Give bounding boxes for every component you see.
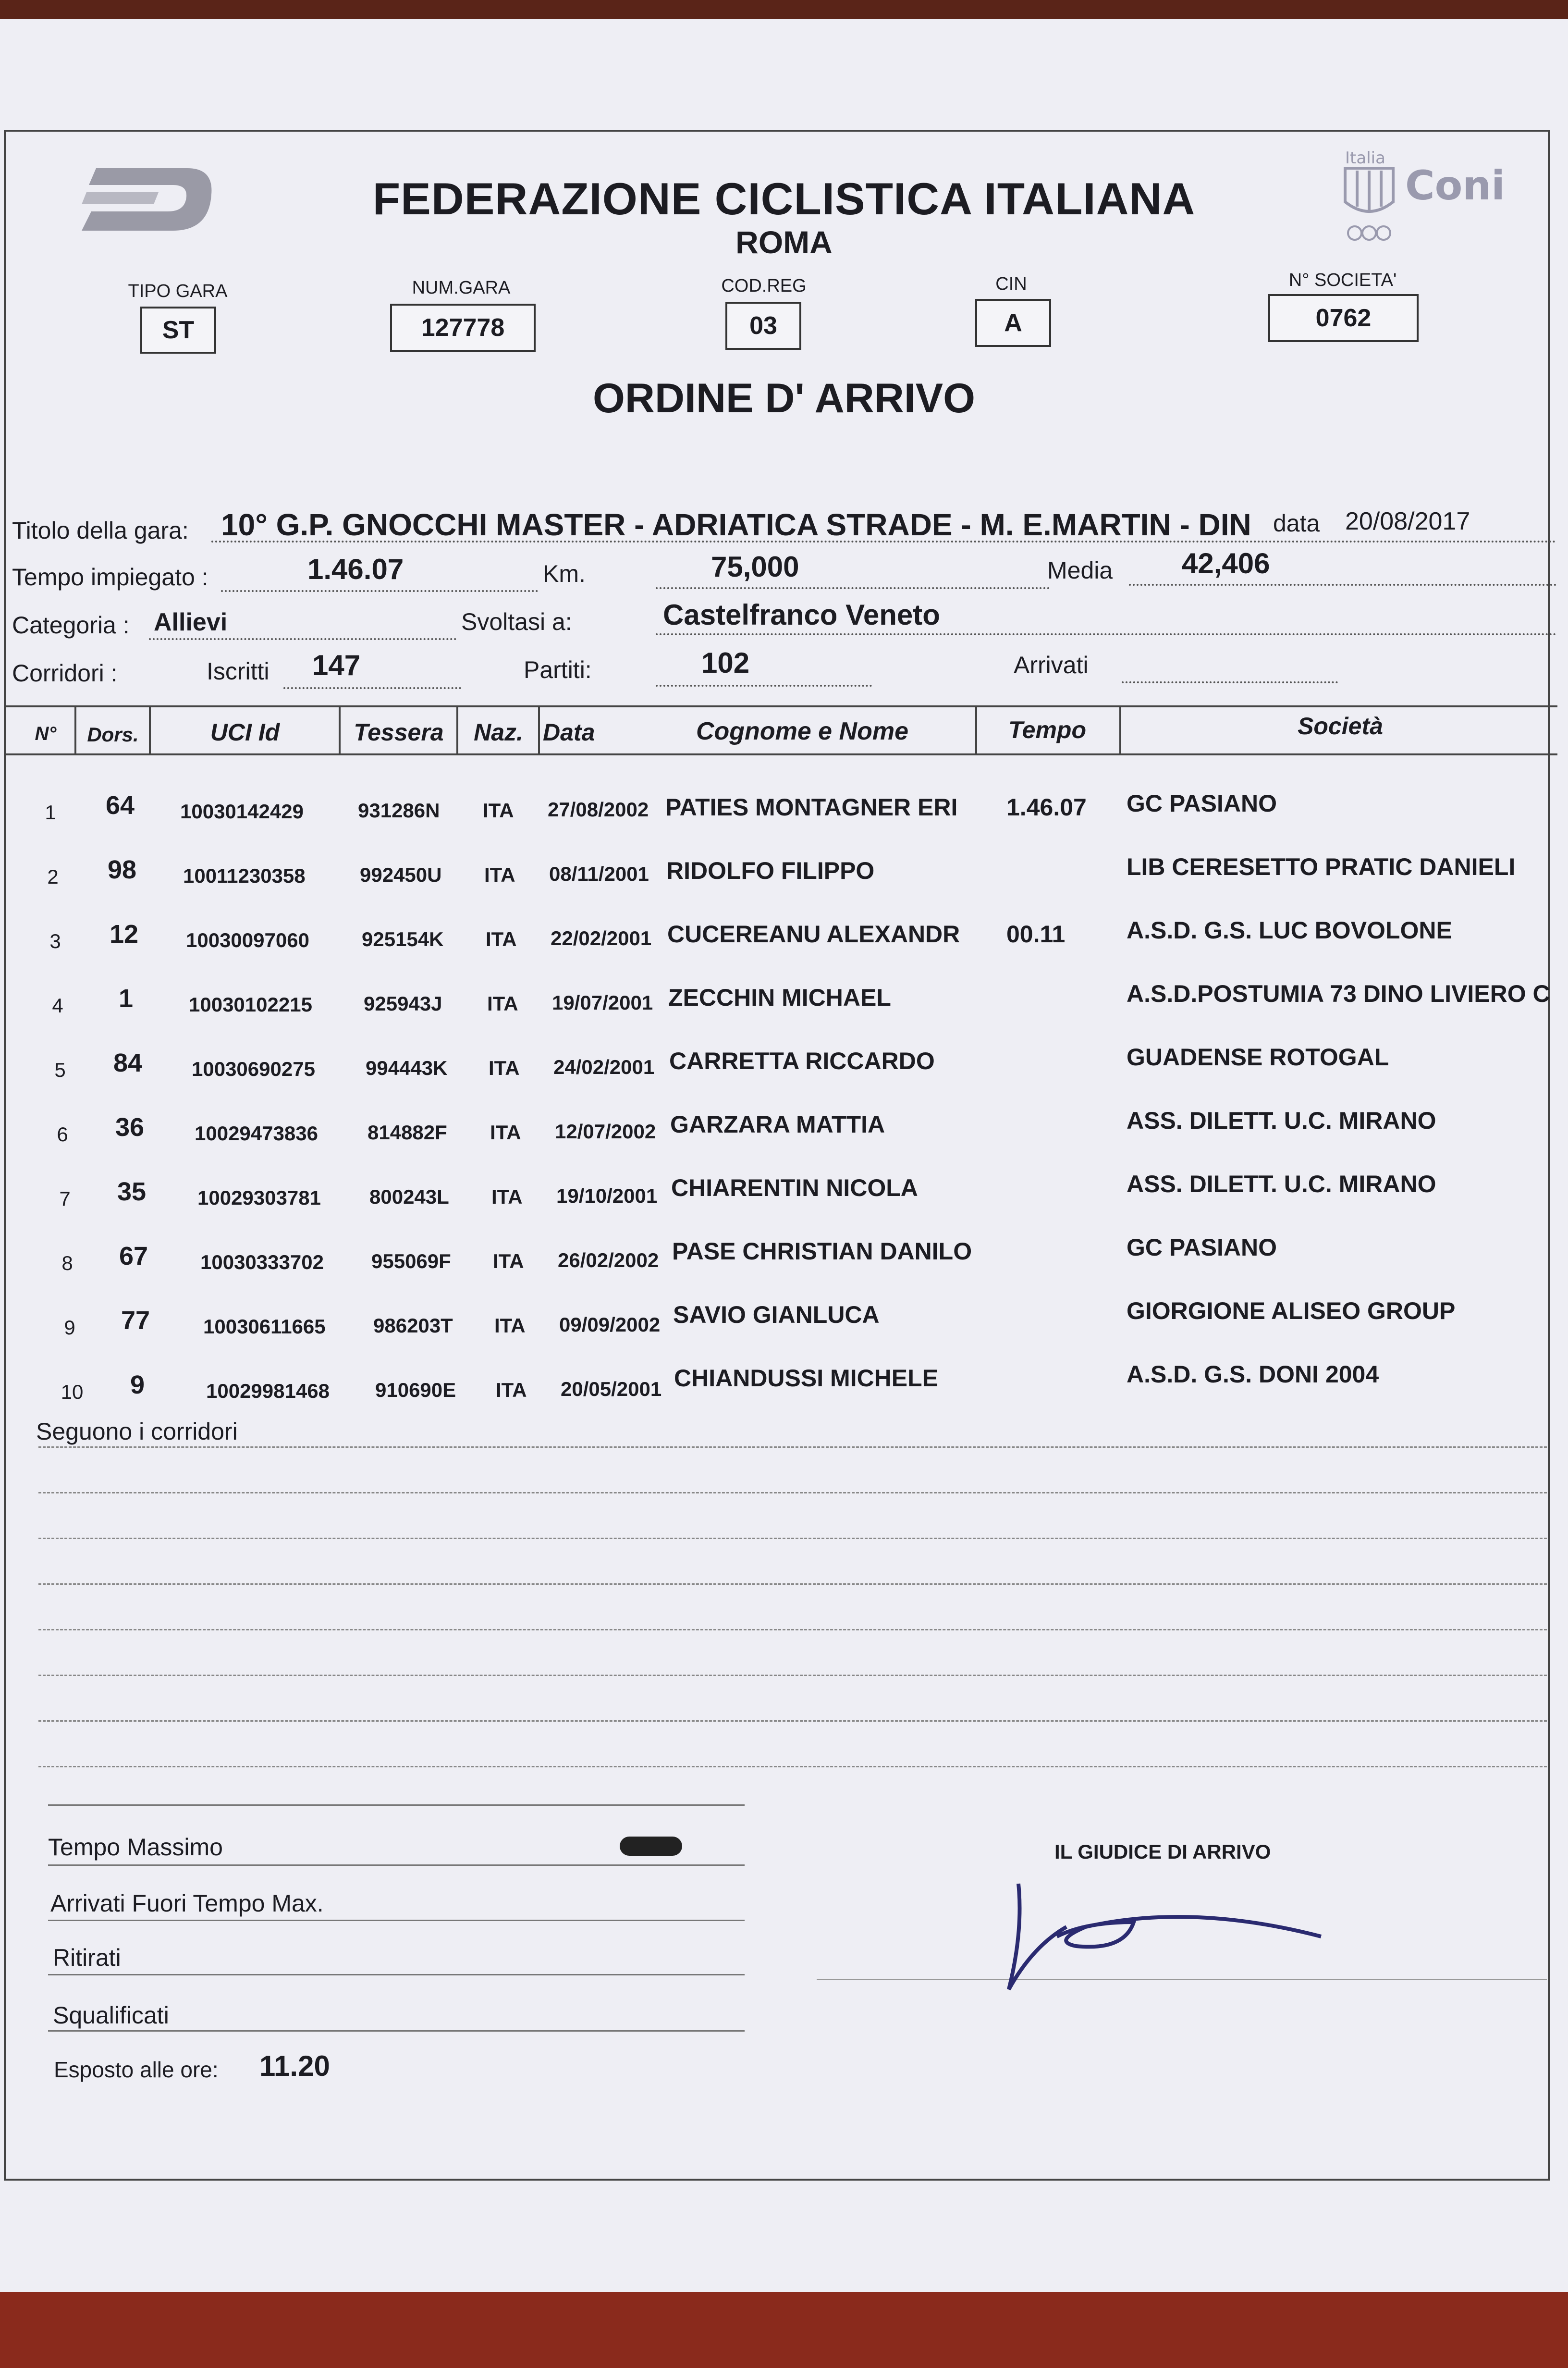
th-tempo: Tempo xyxy=(1008,716,1087,743)
esposto-value: 11.20 xyxy=(259,2050,330,2082)
partiti-dotline xyxy=(656,685,872,687)
row-societa: GUADENSE ROTOGAL xyxy=(1127,1044,1389,1071)
redaction-mark xyxy=(620,1837,682,1856)
row-cognome-nome: SAVIO GIANLUCA xyxy=(673,1301,880,1328)
media-value: 42,406 xyxy=(1182,547,1270,580)
partiti-label: Partiti: xyxy=(524,656,592,683)
row-cognome-nome: CHIANDUSSI MICHELE xyxy=(674,1365,939,1392)
categoria-value: Allievi xyxy=(154,608,228,636)
row-dorsale: 12 xyxy=(109,920,139,949)
row-data-nascita: 19/07/2001 xyxy=(552,991,653,1014)
row-uci-id: 10030333702 xyxy=(200,1251,324,1273)
row-data-nascita: 09/09/2002 xyxy=(559,1313,661,1336)
row-dorsale: 1 xyxy=(118,984,134,1013)
row-cognome-nome: PATIES MONTAGNER ERI xyxy=(665,794,958,821)
row-uci-id: 10030097060 xyxy=(186,929,309,951)
svoltasi-dotline xyxy=(656,633,1556,635)
row-dorsale: 77 xyxy=(121,1306,150,1335)
row-uci-id: 10029303781 xyxy=(197,1186,321,1209)
row-cognome-nome: ZECCHIN MICHAEL xyxy=(668,984,891,1011)
seguono-line xyxy=(38,1446,1547,1448)
categoria-label: Categoria : xyxy=(12,612,130,639)
row-societa: A.S.D. G.S. LUC BOVOLONE xyxy=(1127,917,1452,944)
tempo-massimo-label: Tempo Massimo xyxy=(48,1834,223,1861)
row-dorsale: 84 xyxy=(113,1048,143,1077)
row-dorsale: 36 xyxy=(115,1113,145,1142)
table-top-line xyxy=(6,705,1557,707)
row-dorsale: 67 xyxy=(119,1242,148,1270)
tipo-gara-box: ST xyxy=(140,307,216,354)
document-title: ORDINE D' ARRIVO xyxy=(592,375,976,421)
n-societa-label: N° SOCIETA' xyxy=(1288,270,1397,290)
squalificati-label: Squalificati xyxy=(53,2002,169,2029)
iscritti-label: Iscritti xyxy=(207,658,270,685)
tempo-dotline xyxy=(221,590,538,592)
th-data: Data xyxy=(543,719,595,746)
num-gara-label: NUM.GARA xyxy=(412,278,511,298)
seguono-line xyxy=(38,1492,1547,1493)
row-number: 10 xyxy=(61,1381,84,1403)
km-label: Km. xyxy=(543,560,586,587)
cod-reg-box: 03 xyxy=(725,302,801,350)
row-uci-id: 10030690275 xyxy=(192,1058,315,1080)
row-nazione: ITA xyxy=(494,1314,526,1337)
footer-line xyxy=(48,1864,745,1866)
row-uci-id: 10030102215 xyxy=(189,993,312,1016)
federation-city: ROMA xyxy=(735,224,833,260)
row-societa: GC PASIANO xyxy=(1127,790,1277,817)
row-data-nascita: 27/08/2002 xyxy=(548,798,649,821)
corridori-label: Corridori : xyxy=(12,660,118,687)
row-data-nascita: 26/02/2002 xyxy=(558,1249,659,1271)
col-divider xyxy=(1119,705,1121,753)
svoltasi-value: Castelfranco Veneto xyxy=(663,599,940,631)
row-data-nascita: 20/05/2001 xyxy=(561,1378,662,1400)
row-nazione: ITA xyxy=(486,928,517,950)
data-value: 20/08/2017 xyxy=(1345,507,1470,535)
th-tessera: Tessera xyxy=(354,719,444,746)
titolo-value: 10° G.P. GNOCCHI MASTER - ADRIATICA STRADE - M. E.MARTIN - DIN xyxy=(221,507,1251,542)
footer-line xyxy=(48,1920,745,1921)
th-dors: Dors. xyxy=(87,723,139,746)
row-tempo: 1.46.07 xyxy=(1006,794,1087,821)
row-dorsale: 35 xyxy=(117,1177,147,1206)
categoria-dotline xyxy=(149,638,456,640)
iscritti-dotline xyxy=(283,687,461,689)
ritirati-label: Ritirati xyxy=(53,1944,121,1971)
row-societa: ASS. DILETT. U.C. MIRANO xyxy=(1127,1171,1436,1197)
row-data-nascita: 19/10/2001 xyxy=(556,1184,658,1207)
footer-line xyxy=(48,2030,745,2032)
federation-title: FEDERAZIONE CICLISTICA ITALIANA xyxy=(372,173,1196,224)
arrivati-label: Arrivati xyxy=(1014,652,1089,678)
row-data-nascita: 22/02/2001 xyxy=(551,927,652,950)
row-tessera: 992450U xyxy=(360,863,442,886)
row-societa: A.S.D.POSTUMIA 73 DINO LIVIERO C xyxy=(1127,980,1550,1007)
row-number: 4 xyxy=(52,994,63,1017)
row-number: 2 xyxy=(47,865,59,888)
seguono-line xyxy=(38,1766,1547,1767)
row-cognome-nome: CARRETTA RICCARDO xyxy=(669,1048,935,1074)
row-number: 8 xyxy=(61,1252,73,1274)
seguono-line xyxy=(38,1675,1547,1676)
row-tessera: 955069F xyxy=(371,1250,451,1272)
row-tessera: 925943J xyxy=(364,992,442,1015)
row-dorsale: 9 xyxy=(130,1370,145,1399)
seguono-line xyxy=(38,1720,1547,1722)
fuori-tempo-label: Arrivati Fuori Tempo Max. xyxy=(50,1890,324,1917)
seguono-line xyxy=(38,1538,1547,1539)
row-nazione: ITA xyxy=(490,1121,521,1144)
row-dorsale: 98 xyxy=(107,855,137,884)
media-label: Media xyxy=(1047,557,1113,584)
tempo-label: Tempo impiegato : xyxy=(12,564,208,591)
row-uci-id: 10029981468 xyxy=(206,1380,330,1402)
th-nome: Cognome e Nome xyxy=(696,717,909,745)
row-uci-id: 10030611665 xyxy=(203,1315,326,1338)
row-number: 5 xyxy=(54,1059,66,1081)
titolo-dotline xyxy=(211,541,1556,543)
col-divider xyxy=(149,705,151,753)
row-number: 7 xyxy=(59,1187,71,1210)
row-tessera: 910690E xyxy=(375,1379,456,1401)
row-nazione: ITA xyxy=(487,992,518,1015)
row-cognome-nome: CHIARENTIN NICOLA xyxy=(671,1174,918,1201)
row-societa: A.S.D. G.S. DONI 2004 xyxy=(1127,1361,1379,1388)
row-uci-id: 10030142429 xyxy=(180,800,304,823)
row-cognome-nome: RIDOLFO FILIPPO xyxy=(666,857,875,884)
row-tempo: 00.11 xyxy=(1006,921,1066,948)
tempo-value: 1.46.07 xyxy=(307,553,404,585)
row-tessera: 925154K xyxy=(362,928,444,950)
row-number: 9 xyxy=(64,1316,75,1339)
row-cognome-nome: PASE CHRISTIAN DANILO xyxy=(672,1238,972,1265)
th-uci: UCI Id xyxy=(210,719,280,746)
judge-signature-icon xyxy=(990,1874,1326,1999)
th-societa: Società xyxy=(1298,713,1383,740)
n-societa-box: 0762 xyxy=(1268,294,1419,342)
row-cognome-nome: GARZARA MATTIA xyxy=(670,1111,885,1138)
row-tessera: 986203T xyxy=(373,1314,453,1337)
row-tessera: 994443K xyxy=(366,1057,448,1079)
row-number: 3 xyxy=(49,930,61,952)
seguono-line xyxy=(38,1629,1547,1630)
col-divider xyxy=(456,705,458,753)
num-gara-box: 127778 xyxy=(390,304,536,352)
cin-label: CIN xyxy=(995,274,1027,294)
row-nazione: ITA xyxy=(489,1057,520,1079)
row-tessera: 931286N xyxy=(358,799,440,822)
iscritti-value: 147 xyxy=(312,649,361,681)
row-uci-id: 10011230358 xyxy=(183,864,306,887)
row-nazione: ITA xyxy=(496,1379,527,1401)
th-n: N° xyxy=(35,723,57,744)
row-societa: LIB CERESETTO PRATIC DANIELI xyxy=(1127,853,1516,880)
row-uci-id: 10029473836 xyxy=(195,1122,318,1145)
row-data-nascita: 08/11/2001 xyxy=(549,863,649,885)
data-label: data xyxy=(1273,510,1320,537)
row-number: 1 xyxy=(45,801,56,824)
row-tessera: 800243L xyxy=(369,1185,449,1208)
document-frame xyxy=(4,130,1550,2181)
table-header-bottom-line xyxy=(6,753,1557,755)
cin-box: A xyxy=(975,299,1051,347)
giudice-label: IL GIUDICE DI ARRIVO xyxy=(1054,1840,1271,1863)
col-divider xyxy=(339,705,341,753)
row-dorsale: 64 xyxy=(105,791,135,820)
cod-reg-label: COD.REG xyxy=(721,276,807,296)
km-value: 75,000 xyxy=(711,551,799,583)
row-nazione: ITA xyxy=(493,1250,524,1272)
col-divider xyxy=(538,705,540,753)
titolo-label: Titolo della gara: xyxy=(12,517,189,544)
row-nazione: ITA xyxy=(484,863,515,886)
svoltasi-label: Svoltasi a: xyxy=(461,608,572,635)
media-dotline xyxy=(1129,584,1556,586)
col-divider xyxy=(975,705,977,753)
row-societa: ASS. DILETT. U.C. MIRANO xyxy=(1127,1107,1436,1134)
esposto-label: Esposto alle ore: xyxy=(54,2057,219,2082)
tipo-gara-label: TIPO GARA xyxy=(128,281,228,301)
row-data-nascita: 12/07/2002 xyxy=(555,1120,656,1143)
row-societa: GC PASIANO xyxy=(1127,1234,1277,1261)
row-number: 6 xyxy=(57,1123,68,1146)
coni-text: Coni xyxy=(1405,162,1505,209)
row-data-nascita: 24/02/2001 xyxy=(553,1056,655,1078)
arrivati-dotline xyxy=(1122,681,1338,683)
seguono-line xyxy=(38,1583,1547,1585)
row-societa: GIORGIONE ALISEO GROUP xyxy=(1127,1297,1456,1324)
partiti-value: 102 xyxy=(701,647,750,679)
col-divider xyxy=(74,705,76,753)
footer-line xyxy=(48,1804,745,1806)
th-naz: Naz. xyxy=(474,719,523,746)
row-tessera: 814882F xyxy=(368,1121,447,1144)
coni-small-text: Italia xyxy=(1345,148,1385,168)
row-nazione: ITA xyxy=(491,1185,523,1208)
row-nazione: ITA xyxy=(483,799,514,822)
seguono-label: Seguono i corridori xyxy=(36,1418,238,1445)
km-dotline xyxy=(656,587,1050,589)
row-cognome-nome: CUCEREANU ALEXANDR xyxy=(667,921,960,948)
footer-line xyxy=(48,1974,745,1975)
